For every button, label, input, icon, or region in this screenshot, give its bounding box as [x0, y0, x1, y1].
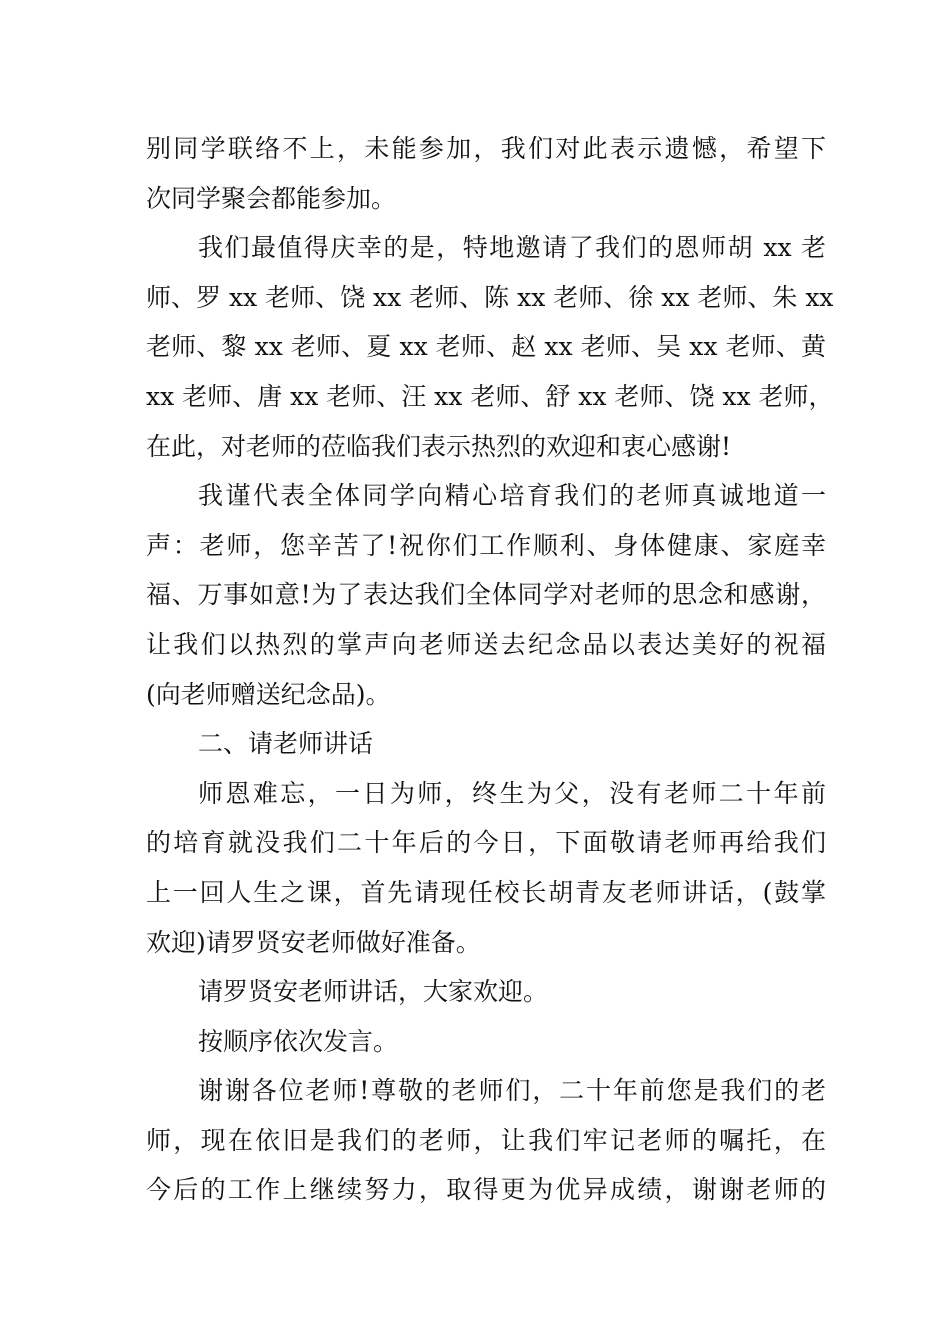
text-line: 老师、黎 xx 老师、夏 xx 老师、赵 xx 老师、吴 xx 老师、黄	[146, 332, 826, 362]
section-heading: 二、请老师讲话	[198, 729, 374, 759]
text-line: 师恩难忘，一日为师，终生为父，没有老师二十年前	[198, 778, 826, 808]
text-line: 欢迎)请罗贤安老师做好准备。	[146, 927, 481, 957]
text-line: 师、罗 xx 老师、饶 xx 老师、陈 xx 老师、徐 xx 老师、朱 xx	[146, 282, 834, 312]
text-line: 我谨代表全体同学向精心培育我们的老师真诚地道一	[198, 481, 826, 511]
text-line: 次同学聚会都能参加。	[146, 183, 397, 213]
text-line: 上一回人生之课，首先请现任校长胡青友老师讲话，(鼓掌	[146, 877, 826, 907]
text-line: (向老师赠送纪念品)。	[146, 679, 391, 709]
text-line: 谢谢各位老师!尊敬的老师们，二十年前您是我们的老	[198, 1076, 826, 1106]
text-line: 让我们以热烈的掌声向老师送去纪念品以表达美好的祝福	[146, 629, 826, 659]
document-body	[146, 124, 834, 1215]
text-line: 请罗贤安老师讲话，大家欢迎。	[198, 977, 549, 1007]
text-line: 师，现在依旧是我们的老师，让我们牢记老师的嘱托，在	[146, 1125, 826, 1155]
text-line: xx 老师、唐 xx 老师、汪 xx 老师、舒 xx 老师、饶 xx 老师，	[146, 381, 834, 411]
text-line: 在此，对老师的莅临我们表示热烈的欢迎和衷心感谢!	[146, 431, 732, 461]
text-line: 今后的工作上继续努力，取得更为优异成绩，谢谢老师的	[146, 1175, 826, 1205]
text-line: 声：老师，您辛苦了!祝你们工作顺利、身体健康、家庭幸	[146, 530, 826, 560]
text-line: 福、万事如意!为了表达我们全体同学对老师的思念和感谢，	[146, 580, 826, 610]
text-line: 我们最值得庆幸的是，特地邀请了我们的恩师胡 xx 老	[198, 233, 826, 263]
text-line: 按顺序依次发言。	[198, 1026, 399, 1056]
text-line: 别同学联络不上，未能参加，我们对此表示遗憾，希望下	[146, 134, 826, 163]
text-line: 的培育就没我们二十年后的今日，下面敬请老师再给我们	[146, 828, 826, 858]
